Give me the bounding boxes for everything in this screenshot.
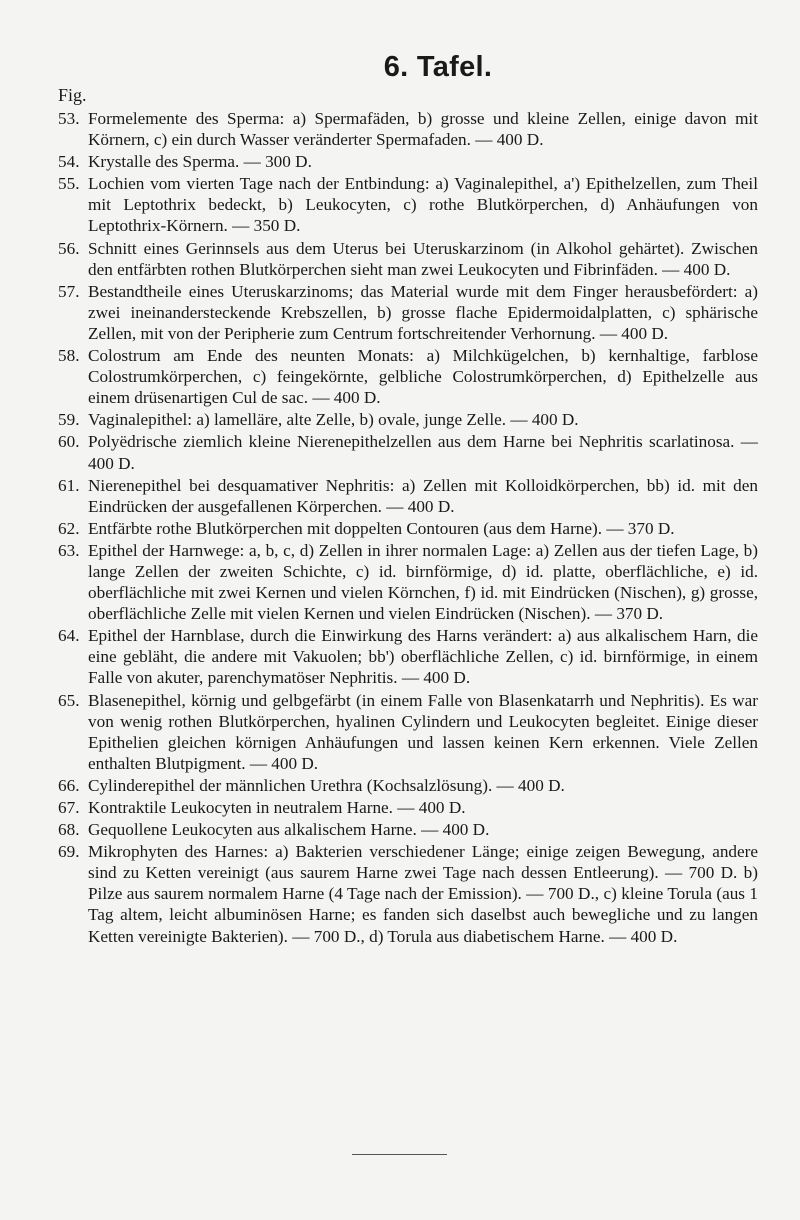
- closing-rule: [352, 1154, 447, 1155]
- figure-entry: [58, 431, 758, 473]
- figure-number: 54.: [58, 152, 80, 172]
- fig-label: Fig.: [58, 85, 87, 105]
- figure-caption: Gequollene Leukocyten aus alkalischem Harne. — 400 D.: [88, 820, 490, 840]
- figure-number: 56.: [58, 238, 80, 258]
- figure-number: 55.: [58, 174, 80, 194]
- figure-entry: [58, 108, 758, 150]
- figure-number: 67.: [58, 798, 80, 817]
- figure-entry: [58, 475, 758, 517]
- figure-entry: [58, 281, 758, 344]
- figure-entry: [58, 625, 758, 688]
- figure-entry: [58, 518, 758, 539]
- figure-entry: [58, 540, 758, 624]
- figure-entry: [58, 345, 758, 408]
- page-title: 6. Tafel.: [383, 51, 493, 83]
- figure-caption: Bestandtheile eines Uteruskarzinoms; das Material wurde mit dem Finger herausbefördert: a) zwei ineinandersteckende Krebszellen, b) grosse flache Epidermoidalplatten, c) sphärische Zellen, mit von der Peripherie zum Centrum fortschreitender Verhornung. — 400 D.: [88, 281, 758, 343]
- figure-caption: Polyëdrische ziemlich kleine Nierenepithelzellen aus dem Harne bei Nephritis scarlatinosa. — 400 D.: [88, 432, 758, 473]
- figure-entry: [58, 238, 758, 280]
- plate-legend-page: [58, 50, 758, 948]
- figure-entry: [58, 797, 758, 818]
- figure-entry: [58, 690, 758, 774]
- figure-caption: Vaginalepithel: a) lamelläre, alte Zelle, b) ovale, junge Zelle. — 400 D.: [88, 410, 579, 430]
- figure-number: 69.: [58, 842, 80, 862]
- figure-caption: Schnitt eines Gerinnsels aus dem Uterus bei Uteruskarzinom (in Alkohol gehärtet). Zwischen den entfärbten rothen Blutkörperchen sieht man zwei Leukocyten und Fibrinfäden. — 400 D.: [88, 238, 758, 279]
- figure-entry: [58, 841, 758, 946]
- figure-number: 58.: [58, 346, 80, 366]
- figure-entry: [58, 409, 758, 430]
- figure-number: 60.: [58, 432, 80, 452]
- figure-list: [58, 108, 758, 947]
- figure-caption: Lochien vom vierten Tage nach der Entbindung: a) Vaginalepithel, a') Epithelzellen, zum Theil mit Leptothrix bedeckt, b) Leukocyten, c) rothe Blutkörperchen, d) Anhäufungen von Leptothrix-Körnern. — 350 D.: [88, 174, 758, 236]
- figure-caption: Nierenepithel bei desquamativer Nephritis: a) Zellen mit Kolloidkörperchen, bb) id. mit den Eindrücken der ausgefallenen Körperchen. — 400 D.: [88, 475, 758, 516]
- figure-caption: Epithel der Harnblase, durch die Einwirkung des Harns verändert: a) aus alkalischem Harn, die eine gebläht, die andere mit Vakuolen; bb') oberflächliche Zellen, c) id. birnförmige, in einem Falle von akuter, parenchymatöser Nephritis. — 400 D.: [88, 626, 758, 688]
- figure-number: 66.: [58, 775, 80, 795]
- figure-entry: [58, 151, 758, 172]
- figure-number: 62.: [58, 518, 80, 538]
- figure-caption: Epithel der Harnwege: a, b, c, d) Zellen in ihrer normalen Lage: a) Zellen aus der tiefen Lage, b) lange Zellen der zweiten Schichte, c) id. birnförmige, d) id. platte, oberflächliche, e) id. oberflächliche mit zwei Kernen und vielen Körnchen, f) id. mit Eindrücken (Nischen), g) grosse, oberflächliche Zelle mit vielen Kernen und vielen Eindrücken (Nischen). — 370 D.: [88, 540, 758, 624]
- figure-entry: [58, 775, 758, 796]
- figure-number: 65.: [58, 690, 80, 710]
- figure-caption: Mikrophyten des Harnes: a) Bakterien verschiedener Länge; einige zeigen Bewegung, andere sind zu Ketten vereinigt (aus saurem Harne zwei Tage nach dessen Entleerung). — 700 D. b) Pilze aus saurem normalem Harne (4 Tage nach der Emission). — 700 D., c) kleine Torula (aus 1 Tag altem, leicht albuminösen Harne; es fanden sich daselbst auch bewegliche und zu langen Ketten vereinigte Bakterien). — 700 D., d) Torula aus diabetischem Harne. — 400 D.: [88, 842, 758, 946]
- figure-entry: [58, 819, 758, 840]
- figure-caption: Formelemente des Sperma: a) Spermafäden, b) grosse und kleine Zellen, einige davon mit Körnern, c) ein durch Wasser veränderter Spermafaden. — 400 D.: [88, 109, 758, 150]
- figure-number: 64.: [58, 626, 80, 646]
- figure-entry: [58, 173, 758, 236]
- figure-caption: Colostrum am Ende des neunten Monats: a) Milchkügelchen, b) kernhaltige, farblose Colostrumkörperchen, c) feingekörnte, gelbliche Colostrumkörperchen, d) Epithelzelle aus einem drüsenartigen Cul de sac. — 400 D.: [88, 346, 758, 408]
- figure-caption: Entfärbte rothe Blutkörperchen mit doppelten Contouren (aus dem Harne). — 370 D.: [88, 518, 675, 538]
- figure-caption: Kontraktile Leukocyten in neutralem Harne. — 400 D.: [88, 798, 466, 817]
- figure-caption: Cylinderepithel der männlichen Urethra (Kochsalzlösung). — 400 D.: [88, 775, 565, 795]
- figure-number: 57.: [58, 281, 80, 301]
- figure-number: 53.: [58, 109, 80, 128]
- figure-number: 61.: [58, 475, 80, 495]
- figure-caption: Krystalle des Sperma. — 300 D.: [88, 152, 312, 172]
- figure-caption: Blasenepithel, körnig und gelbgefärbt (in einem Falle von Blasenkatarrh und Nephritis). Es war von wenig rothen Blutkörperchen, hyalinen Cylindern und Leukocyten begleitet. Einige dieser Epithelien gleichen körnigen Anhäufungen und lassen keinen Kern erkennen. Viele Zellen enthalten Blutpigment. — 400 D.: [88, 690, 758, 773]
- figure-number: 68.: [58, 820, 80, 840]
- figure-number: 63.: [58, 540, 80, 560]
- figure-number: 59.: [58, 410, 80, 430]
